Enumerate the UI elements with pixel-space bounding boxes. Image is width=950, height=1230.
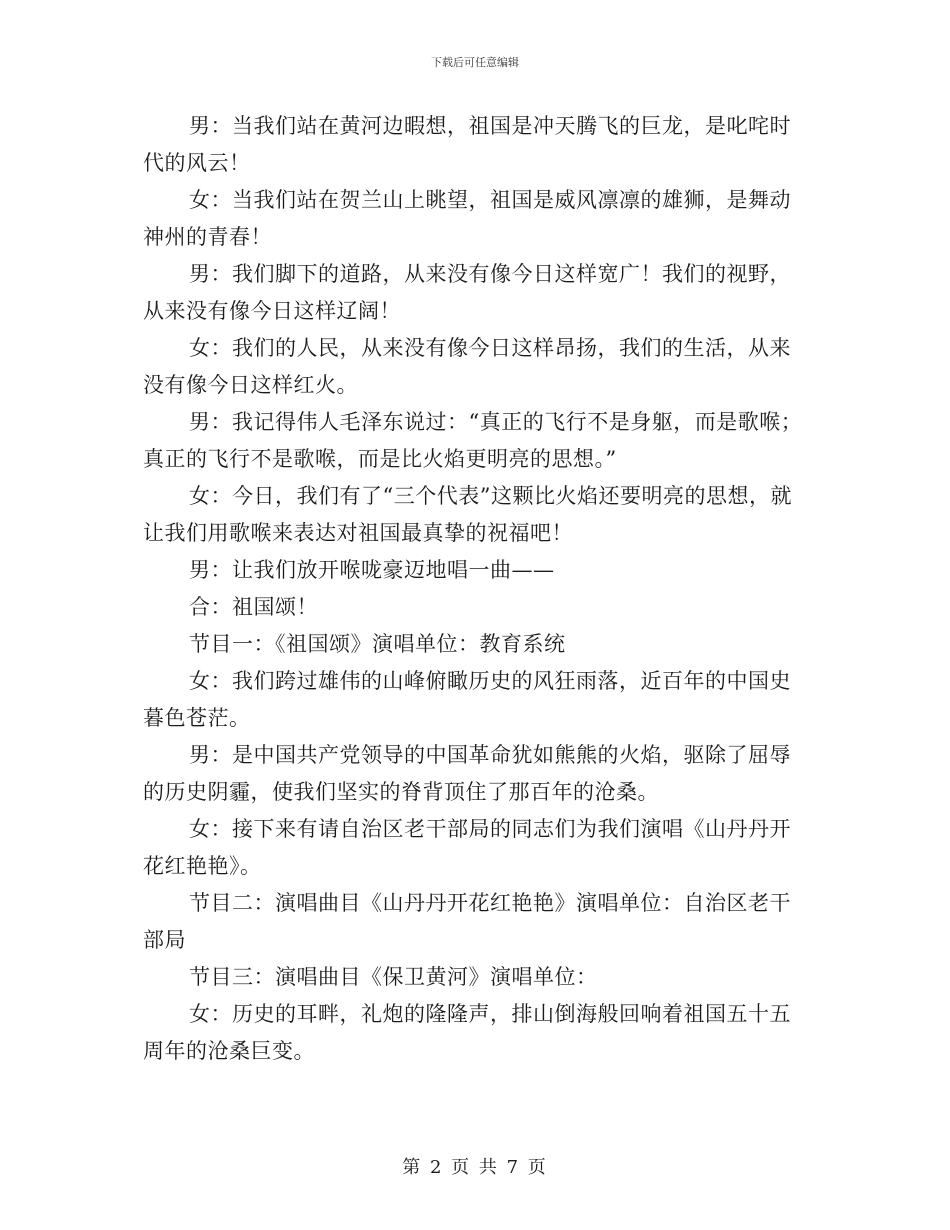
paragraph: 女：我们的人民，从来没有像今日这样昂扬，我们的生活，从来没有像今日这样红火。 — [143, 336, 791, 397]
page-number: 第 2 页 共 7 页 — [402, 1157, 548, 1178]
paragraph: 女：当我们站在贺兰山上眺望，祖国是威风凛凛的雄狮，是舞动神州的青春！ — [143, 188, 791, 249]
paragraph: 合：祖国颂！ — [189, 595, 318, 619]
paragraph: 男：是中国共产党领导的中国革命犹如熊熊的火焰，驱除了屈辱的历史阴霾，使我们坚实的脊背顶住了那百年的沧桑。 — [143, 743, 791, 804]
paragraph: 男：当我们站在黄河边暇想，祖国是冲天腾飞的巨龙，是叱咤时代的风云！ — [143, 114, 791, 175]
paragraph: 女：接下来有请自治区老干部局的同志们为我们演唱《山丹丹开花红艳艳》。 — [143, 817, 791, 878]
paragraph: 男：我记得伟人毛泽东说过：“真正的飞行不是身躯，而是歌喉；真正的飞行不是歌喉，而是比火焰更明亮的思想。” — [143, 410, 803, 471]
paragraph: 节目三：演唱曲目《保卫黄河》演唱单位： — [189, 965, 598, 989]
paragraph: 男：让我们放开喉咙豪迈地唱一曲—— — [189, 558, 555, 582]
document-body — [143, 108, 808, 1070]
paragraph: 节目二：演唱曲目《山丹丹开花红艳艳》演唱单位：自治区老干部局 — [143, 891, 791, 952]
paragraph: 女：我们跨过雄伟的山峰俯瞰历史的风狂雨落，近百年的中国史暮色苍茫。 — [143, 669, 791, 730]
page-header-note: 下载后可任意编辑 — [431, 56, 519, 69]
paragraph: 节目一：《祖国颂》演唱单位：教育系统 — [189, 632, 566, 656]
paragraph: 女：今日，我们有了“三个代表”这颗比火焰还要明亮的思想，就让我们用歌喉来表达对祖国最真挚的祝福吧！ — [143, 484, 792, 545]
paragraph: 男：我们脚下的道路，从来没有像今日这样宽广！我们的视野，从来没有像今日这样辽阔！ — [143, 262, 791, 323]
paragraph: 女：历史的耳畔，礼炮的隆隆声，排山倒海般回响着祖国五十五周年的沧桑巨变。 — [143, 1002, 791, 1063]
